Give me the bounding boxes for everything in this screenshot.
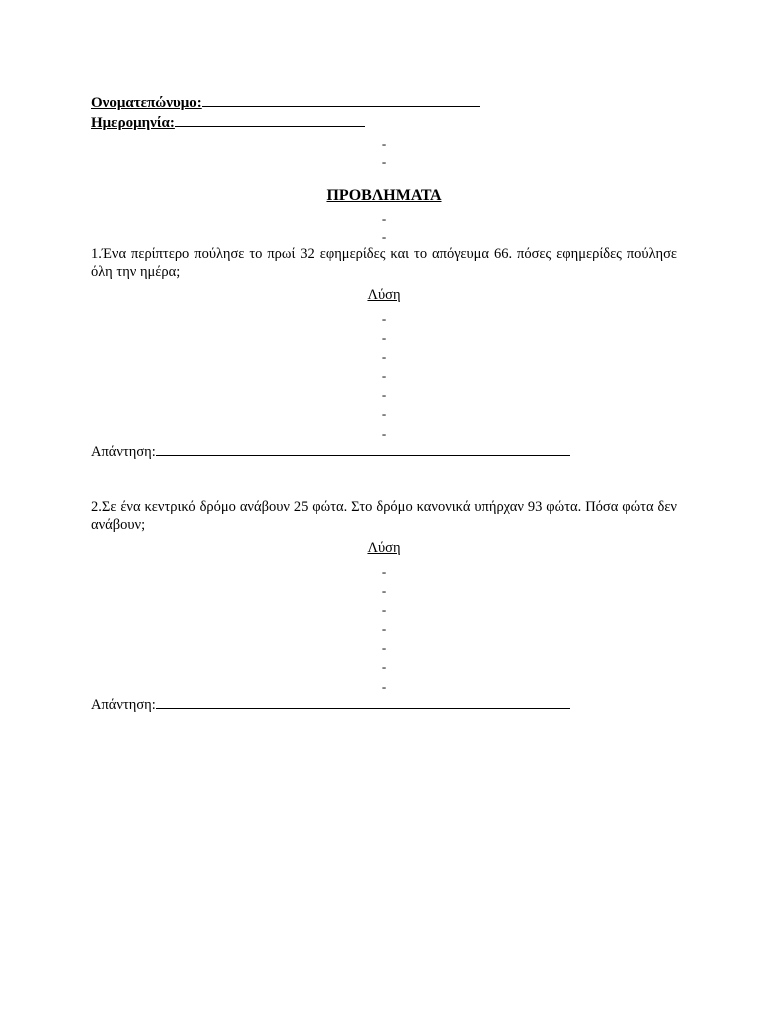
problem-1-answer bbox=[91, 441, 570, 461]
dash-mark: - bbox=[381, 602, 387, 617]
dash-mark: - bbox=[381, 368, 387, 383]
dash-mark: - bbox=[381, 583, 387, 598]
dash-mark: - bbox=[381, 406, 387, 421]
problem-1-text: 1.Ένα περίπτερο πούλησε το πρωί 32 εφημερίδες και το απόγευμα 66. πόσες εφημερίδες πούλησε όλη την ημέρα; bbox=[91, 246, 677, 280]
problem-1-answer-label: Απάντηση: bbox=[91, 444, 156, 460]
dash-mark: - bbox=[381, 154, 387, 169]
name-field bbox=[91, 93, 480, 112]
dash-mark: - bbox=[381, 349, 387, 364]
dash-mark: - bbox=[381, 229, 387, 244]
dash-mark: - bbox=[381, 679, 387, 694]
dash-mark: - bbox=[381, 564, 387, 579]
problem-2-answer bbox=[91, 694, 570, 714]
answer-blank-line bbox=[156, 441, 570, 456]
problem-2-text: 2.Σε ένα κεντρικό δρόμο ανάβουν 25 φώτα. Στο δρόμο κανονικά υπήρχαν 93 φώτα. Πόσα φώτα δεν ανάβουν; bbox=[91, 499, 677, 533]
page-title: ΠΡΟΒΛΗΜΑΤΑ bbox=[326, 187, 442, 204]
problem-1-solution-label: Λύση bbox=[367, 287, 401, 303]
dash-mark: - bbox=[381, 136, 387, 151]
dash-mark: - bbox=[381, 211, 387, 226]
name-label: Ονοματεπώνυμο: bbox=[91, 95, 202, 111]
date-field bbox=[91, 113, 365, 132]
answer-blank-line bbox=[156, 694, 570, 709]
dash-mark: - bbox=[381, 640, 387, 655]
dash-mark: - bbox=[381, 659, 387, 674]
name-blank-line bbox=[202, 93, 480, 107]
date-label: Ημερομηνία: bbox=[91, 115, 175, 131]
dash-mark: - bbox=[381, 387, 387, 402]
date-blank-line bbox=[175, 113, 365, 127]
dash-mark: - bbox=[381, 621, 387, 636]
dash-mark: - bbox=[381, 330, 387, 345]
problem-2-solution-label: Λύση bbox=[367, 540, 401, 556]
dash-mark: - bbox=[381, 311, 387, 326]
problem-2-answer-label: Απάντηση: bbox=[91, 697, 156, 713]
dash-mark: - bbox=[381, 426, 387, 441]
